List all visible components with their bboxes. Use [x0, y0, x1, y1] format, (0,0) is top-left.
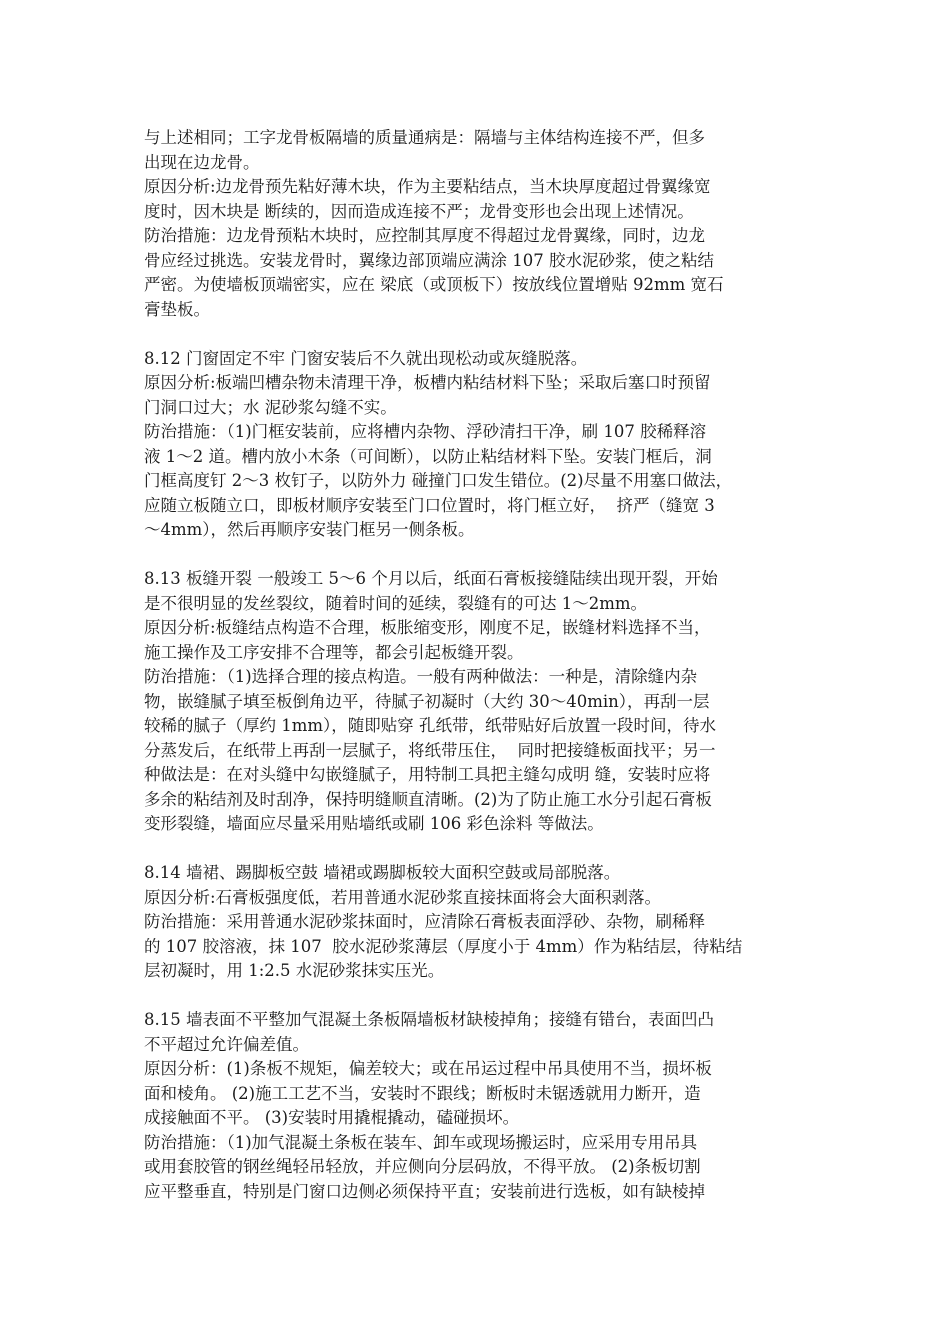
text-line: 不平超过允许偏差值。 [144, 1034, 309, 1054]
text-line: 防治措施：（1)选择合理的接点构造。一般有两种做法：一种是，清除缝内杂 [144, 667, 698, 686]
text-line: 膏垫板。 [144, 299, 210, 319]
text-line: 原因分析:石膏板强度低，若用普通水泥砂浆直接抹面将会大面积剥落。 [144, 887, 662, 907]
text-line: 门洞口过大；水 泥砂浆勾缝不实。 [144, 397, 397, 417]
text-line: 面和棱角。 (2)施工工艺不当，安装时不跟线；断板时未锯透就用力断开，造 [144, 1083, 701, 1103]
text-line: 防治措施：（1)门框安装前，应将槽内杂物、浮砂清扫干净，刷 107 胶稀释溶 [144, 422, 707, 441]
paragraph-section-8-12 [144, 347, 820, 543]
text-line: 骨应经过挑选。安装龙骨时，翼缘边部顶端应满涂 107 胶水泥砂浆，使之粘结 [144, 250, 714, 270]
text-line: 防治措施：（1)加气混凝土条板在装车、卸车或现场搬运时，应采用专用吊具 [144, 1132, 698, 1152]
document-body [144, 126, 820, 1204]
text-line: 出现在边龙骨。 [144, 152, 260, 172]
text-line: 度时，因木块是 断续的，因而造成连接不严；龙骨变形也会出现上述情况。 [144, 201, 694, 221]
section-heading-line: 8.14 墙裙、踢脚板空鼓 墙裙或踢脚板较大面积空鼓或局部脱落。 [144, 863, 621, 882]
text-line: 或用套胶管的钢丝绳轻吊轻放，并应侧向分层码放，不得平放。 (2)条板切割 [144, 1157, 701, 1176]
paragraph-section-intro [144, 126, 820, 322]
text-line: 原因分析:板端凹槽杂物未清理干净，板槽内粘结材料下坠；采取后塞口时预留 [144, 373, 711, 392]
text-line: 种做法是：在对头缝中勾嵌缝腻子，用特制工具把主缝勾成明 缝，安装时应将 [144, 765, 711, 784]
paragraph-spacer [144, 984, 820, 1009]
text-line: ～4mm），然后再顺序安装门框另一侧条板。 [144, 520, 475, 539]
text-line: 的 107 胶溶液，抹 107 胶水泥砂浆薄层（厚度小于 4mm）作为粘结层，待粘结 [144, 936, 743, 956]
text-line: 原因分析：(1)条板不规矩，偏差较大；或在吊运过程中吊具使用不当，损坏板 [144, 1059, 712, 1078]
paragraph-spacer [144, 322, 820, 347]
text-line: 变形裂缝，墙面应尽量采用贴墙纸或刷 106 彩色涂料 等做法。 [144, 814, 604, 833]
text-line: 成接触面不平。 (3)安装时用撬棍撬动，磕碰损坏。 [144, 1108, 520, 1127]
text-line: 原因分析:板缝结点构造不合理，板胀缩变形，刚度不足，嵌缝材料选择不当， [144, 618, 711, 637]
text-line: 分蒸发后，在纸带上再刮一层腻子，将纸带压住， 同时把接缝板面找平；另一 [144, 740, 716, 760]
text-line: 物，嵌缝腻子填至板倒角边平，待腻子初凝时（大约 30～40min），再刮一层 [144, 691, 710, 711]
text-line: 严密。为使墙板顶端密实，应在 梁底（或顶板下）按放线位置增贴 92mm 宽石 [144, 275, 724, 294]
text-line: 防治措施：采用普通水泥砂浆抹面时，应清除石膏板表面浮砂、杂物，刷稀释 [144, 912, 705, 931]
paragraph-section-8-14 [144, 861, 820, 984]
text-line: 原因分析:边龙骨预先粘好薄木块，作为主要粘结点，当木块厚度超过骨翼缘宽 [144, 177, 711, 196]
paragraph-section-8-15 [144, 1008, 820, 1204]
text-line: 较稀的腻子（厚约 1mm），随即贴穿 孔纸带，纸带贴好后放置一段时间，待水 [144, 716, 717, 735]
text-line: 防治措施：边龙骨预粘木块时，应控制其厚度不得超过龙骨翼缘，同时，边龙 [144, 226, 705, 245]
text-line: 应平整垂直，特别是门窗口边侧必须保持平直；安装前进行选板，如有缺棱掉 [144, 1181, 705, 1201]
paragraph-spacer [144, 543, 820, 568]
text-line: 与上述相同；工字龙骨板隔墙的质量通病是：隔墙与主体结构连接不严，但多 [144, 128, 705, 147]
text-line: 门框高度钉 2～3 枚钉子，以防外力 碰撞门口发生错位。(2)尽量不用塞口做法， [144, 471, 733, 490]
section-heading-line: 8.15 墙表面不平整加气混凝土条板隔墙板材缺棱掉角；接缝有错台，表面凹凸 [144, 1010, 714, 1029]
text-line: 应随立板随立口，即板材顺序安装至门口位置时，将门框立好， 挤严（缝宽 3 [144, 495, 715, 515]
paragraph-spacer [144, 837, 820, 862]
text-line: 液 1～2 道。槽内放小木条（可间断），以防止粘结材料下坠。安装门框后，洞 [144, 446, 712, 466]
section-heading-line: 8.13 板缝开裂 一般竣工 5～6 个月以后，纸面石膏板接缝陆续出现开裂，开始 [144, 569, 718, 588]
section-heading-line: 8.12 门窗固定不牢 门窗安装后不久就出现松动或灰缝脱落。 [144, 348, 588, 368]
paragraph-section-8-13 [144, 567, 820, 837]
text-line: 施工操作及工序安排不合理等，都会引起板缝开裂。 [144, 642, 524, 662]
text-line: 多余的粘结剂及时刮净，保持明缝顺直清晰。(2)为了防止施工水分引起石膏板 [144, 789, 712, 809]
text-line: 层初凝时，用 1:2.5 水泥砂浆抹实压光。 [144, 961, 445, 980]
text-line: 是不很明显的发丝裂纹，随着时间的延续，裂缝有的可达 1～2mm。 [144, 593, 648, 613]
